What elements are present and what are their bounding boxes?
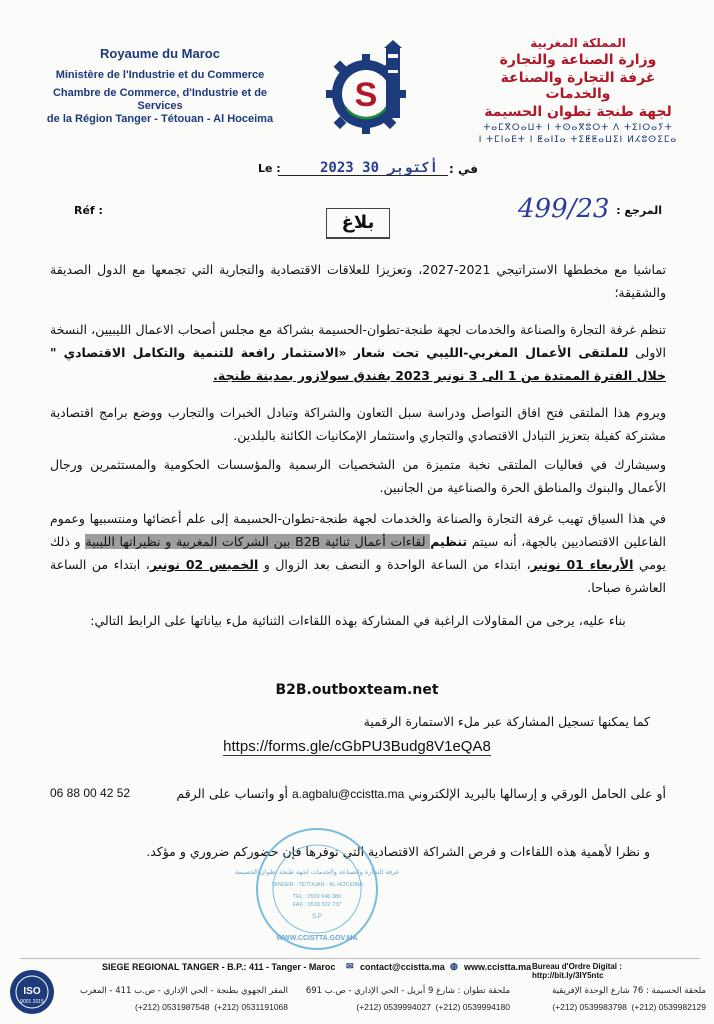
- svg-text:ISO: ISO: [23, 986, 41, 997]
- paragraph-call: بناء عليه، يرجى من المقاولات الراغبة في المشاركة بهذه اللقاءات الثنائية ملء بياناتها على الرابط التالي:: [90, 613, 626, 628]
- chamber-logo-icon: [326, 40, 418, 135]
- fr-ministry: Ministère de l'Industrie et du Commerce: [55, 69, 265, 81]
- document-title: بلاغ: [326, 208, 390, 239]
- ar-region: لجهة طنجة تطوان الحسيمة: [484, 104, 672, 120]
- footer-bureau[interactable]: Bureau d'Ordre Digital : http://bit.ly/3IY5ntc: [532, 962, 622, 980]
- paragraph-participants: وسيشارك في فعاليات الملتقى نخبة متميزة من الشخصيات الرسمية والمؤسسات الحكومية والمستثمرين ورجال الأعمال والبنوك والمناطق الحرة والصناعية من الجانبين.: [50, 457, 666, 495]
- footer-divider: [20, 958, 700, 959]
- email-icon: ✉: [346, 961, 354, 971]
- iso-badge-icon: [8, 968, 56, 1016]
- svg-text:S.P: S.P: [312, 914, 322, 920]
- b2b-link[interactable]: B2B.outboxteam.net: [275, 682, 439, 698]
- marja-label: المرجع :: [616, 204, 662, 217]
- ar-ministry: وزارة الصناعة والتجارة: [499, 52, 657, 68]
- fr-kingdom: Royaume du Maroc: [100, 46, 220, 61]
- globe-icon: ◍: [450, 961, 458, 971]
- header-tifinagh: ⵜⴰⵎⴳⵔⴰⵡⵜ ⵏ ⵜⵙⴰⴳⵓⵔⵜ ⴷ ⵜⵉⵏⵔⴰⵢⵜ ⵏ ⵜⵎⵏⴰⴹⵜ ⵏ ⵟⴰⵏⵊⴰ ⵜⵉⵟⵟⴰⵡⵉⵏ ⵍⵃⵓⵙⵉⵎⴰ: [478, 123, 678, 145]
- contact-email[interactable]: a.agbalu@ccistta.ma: [292, 787, 405, 801]
- official-stamp-icon: [234, 826, 400, 952]
- footer-email[interactable]: contact@ccistta.ma: [360, 962, 445, 972]
- svg-text:9001 2015: 9001 2015: [20, 999, 44, 1005]
- closing-text: و نظرا لأهمية هذه اللقاءات و فرص الشراكة الاقتصادية التي توفرها فإن حضوركم ضروري و مؤكد.: [146, 844, 650, 859]
- paragraph-b2b: في هذا السياق تهيب غرفة التجارة والصناعة والخدمات لجهة طنجة-تطوان-الحسيمة إلى علم أعضائها ومنتسبيها وعموم الفاعلين الاقتصاديين بالجهة، أنه سيتم تنظيم لقاءات أعمال ثنائية B2B بين الشركات المغربية و نظيراتها الليبية و ذلك يومي الأربعاء 01 نونبر، ابتداء من الساعة الواحدة و النصف بعد الزوال و الخميس 02 نونبر، ابتداء من الساعة العاشرة صباحا.: [50, 511, 666, 595]
- paragraph-event: تنظم غرفة التجارة والصناعة والخدمات لجهة طنجة-تطوان-الحسيمة بشراكة مع مجلس أصحاب الاعمال الليبيين، النسخة الاولى للملتقى الأعمال المغربي-الليبي تحت شعار «الاستثمار رافعة للتنمية والتكامل الاقتصادي " خلال الفترة الممتدة من 1 الى 3 نونبر 2023 بفندق سولازور بمدينة طنجة.: [50, 322, 666, 383]
- ref-label: Réf :: [74, 204, 103, 217]
- svg-text:TANGER - TETOUAN - AL HOCEIMA: TANGER - TETOUAN - AL HOCEIMA: [271, 882, 363, 888]
- svg-text:غرفة التجارة والصناعة والخدمات: غرفة التجارة والصناعة والخدمات لجهة طنجة تطوان الحسيمة: [234, 868, 400, 876]
- svg-text:TEL : 0539 946 380: TEL : 0539 946 380: [292, 894, 342, 900]
- form-link[interactable]: https://forms.gle/cGbPU3Budg8V1eQA8: [223, 738, 491, 755]
- ar-chamber: غرفة التجارة والصناعة والخدمات: [500, 70, 656, 102]
- le-label: Le :: [258, 162, 281, 175]
- ar-kingdom: المملكة المغربية: [530, 36, 626, 50]
- paragraph-intro: تماشيا مع مخططها الاستراتيجي 2021-2027، وتعزيزا للعلاقات الاقتصادية والتجارية التي تجمعها مع الدول الصديقة والشقيقة؛: [50, 262, 666, 300]
- form-intro: كما يمكنها تسجيل المشاركة عبر ملء الاستمارة الرقمية: [363, 714, 650, 729]
- fr-chamber: Chambre de Commerce, d'Industrie et de Services de la Région Tanger - Tétouan - Al Hoceima: [46, 87, 274, 125]
- handwritten-ref-number: 499/23: [518, 194, 610, 224]
- footer-siege: SIEGE REGIONAL TANGER - B.P.: 411 - Tanger - Maroc: [102, 962, 336, 972]
- paragraph-aims: ويروم هذا الملتقى فتح افاق التواصل ودراسة سبل التعاون والشراكة وتبادل الخبرات والتجارب ووضع برامج اقتصادية مشتركة كفيلة بتعزيز التبادل الاقتصادي والتجاري واستثمار الإمكانيات الكائنة بالبلدين.: [50, 405, 666, 443]
- handwritten-date: 2023 أكتوبر 30: [320, 160, 439, 176]
- svg-text:FAX : 0539 322 737: FAX : 0539 322 737: [292, 902, 342, 908]
- contact-line: أو على الحامل الورقي و إرسالها بالبريد الإلكتروني a.agbalu@ccistta.ma أو واتساب على الرقم 06 88 00 42 52: [50, 786, 666, 801]
- body-text: [50, 258, 666, 646]
- contact-phone: 06 88 00 42 52: [50, 786, 131, 800]
- highlight-b2b: لقاءات أعمال ثنائية B2B بين الشركات المغربية و نظيراتها الليبية: [85, 534, 431, 549]
- header-arabic: [468, 36, 688, 120]
- svg-text:S: S: [354, 76, 378, 114]
- header-french: [40, 46, 280, 126]
- svg-text:WWW.CCISTTA.GOV.MA: WWW.CCISTTA.GOV.MA: [276, 935, 358, 942]
- footer-website[interactable]: www.ccistta.ma: [464, 962, 532, 972]
- event-dates: خلال الفترة الممتدة من 1 الى 3 نونبر 2023 بفندق سولازور بمدينة طنجة.: [213, 368, 666, 383]
- fi-label: في :: [449, 162, 478, 176]
